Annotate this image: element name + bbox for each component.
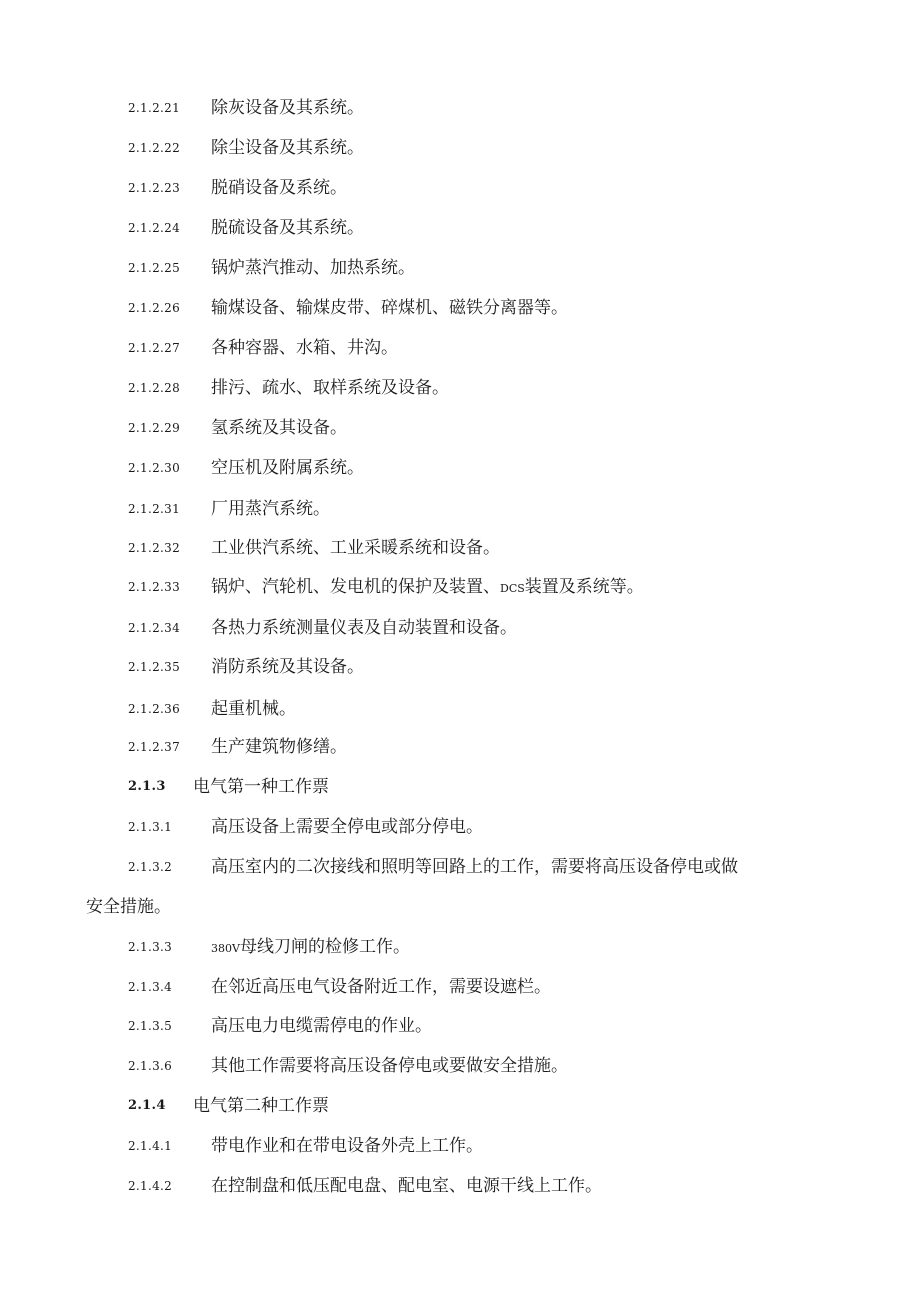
item-text: 高压设备上需要全停电或部分停电。 [211,817,483,837]
item-number: 2.1.2.25 [128,261,181,275]
item-number: 2.1.3.5 [128,1019,173,1033]
item-text: 排污、疏水、取样系统及设备。 [211,378,449,398]
section-number: 2.1.4 [128,1098,166,1113]
item-number: 2.1.2.34 [128,621,181,635]
item-text: 脱硝设备及系统。 [211,178,347,198]
item-text: 高压电力电缆需停电的作业。 [211,1016,432,1036]
item-text [211,936,410,960]
section-number: 2.1.3 [128,779,166,794]
item-text: 起重机械。 [211,699,296,719]
item-text-part: 装置及系统等。 [524,577,644,597]
item-text-part: 锅炉、汽轮机、发电机的保护及装置、 [211,577,500,597]
section-title: 电气第二种工作票 [193,1096,329,1116]
item-number: 2.1.4.1 [128,1139,173,1153]
item-text: 工业供汽系统、工业采暖系统和设备。 [211,538,500,558]
item-number: 2.1.2.30 [128,461,181,475]
item-text: 锅炉蒸汽推动、加热系统。 [211,258,415,278]
item-text: 空压机及附属系统。 [211,458,364,478]
item-number: 2.1.2.35 [128,660,181,674]
item-text: 各种容器、水箱、井沟。 [211,338,398,358]
item-text: 高压室内的二次接线和照明等回路上的工作，需要将高压设备停电或做 [211,857,738,877]
item-number: 2.1.2.27 [128,341,181,355]
item-number: 2.1.3.3 [128,940,173,954]
item-number: 2.1.3.4 [128,980,173,994]
item-number: 2.1.2.26 [128,301,181,315]
item-number: 2.1.2.29 [128,421,181,435]
item-text: 输煤设备、输煤皮带、碎煤机、磁铁分离器等。 [211,298,568,318]
item-number: 2.1.3.2 [128,860,173,874]
item-number: 2.1.2.33 [128,580,181,594]
item-number: 2.1.4.2 [128,1179,173,1193]
dcs-abbrev: DCS [500,582,525,595]
item-text: 在控制盘和低压配电盘、配电室、电源干线上工作。 [211,1176,602,1196]
item-text: 除灰设备及其系统。 [211,98,364,118]
item-number: 2.1.3.1 [128,820,173,834]
item-number: 2.1.2.23 [128,181,181,195]
item-number: 2.1.3.6 [128,1059,173,1073]
item-text: 带电作业和在带电设备外壳上工作。 [211,1136,483,1156]
item-text: 在邻近高压电气设备附近工作，需要设遮栏。 [211,977,551,997]
voltage-abbrev: 380V [211,942,240,955]
item-number: 2.1.2.21 [128,101,181,115]
item-text: 其他工作需要将高压设备停电或要做安全措施。 [211,1056,568,1076]
item-text: 生产建筑物修缮。 [211,737,347,757]
item-text: 消防系统及其设备。 [211,657,364,677]
item-text: 厂用蒸汽系统。 [211,499,330,519]
item-number: 2.1.2.31 [128,502,181,516]
item-number: 2.1.2.24 [128,221,181,235]
item-text: 各热力系统测量仪表及自动装置和设备。 [211,618,517,638]
item-text: 脱硫设备及其系统。 [211,218,364,238]
item-text: 除尘设备及其系统。 [211,138,364,158]
item-number: 2.1.2.37 [128,740,181,754]
section-title: 电气第一种工作票 [193,777,329,797]
item-text [211,576,644,600]
item-text-part: 母线刀闸的检修工作。 [239,937,410,957]
item-number: 2.1.2.22 [128,141,181,155]
item-number: 2.1.2.28 [128,381,181,395]
item-number: 2.1.2.36 [128,702,181,716]
item-number: 2.1.2.32 [128,541,181,555]
item-text: 氢系统及其设备。 [211,418,347,438]
item-text-continuation: 安全措施。 [86,897,171,917]
